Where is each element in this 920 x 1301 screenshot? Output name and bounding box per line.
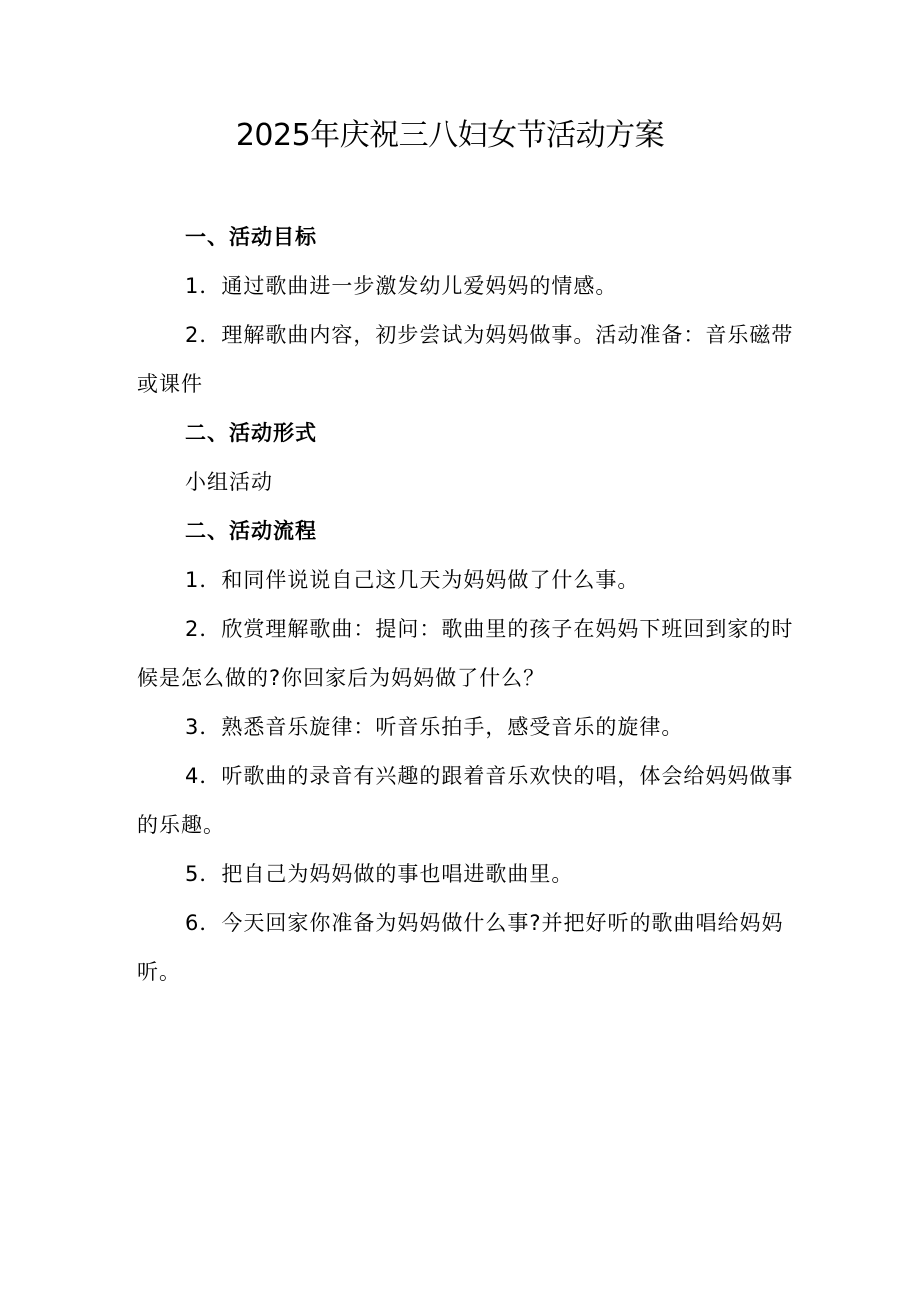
process-item-1: 1．和同伴说说自己这几天为妈妈做了什么事。 [185,568,640,592]
section-heading-format: 二、活动形式 [185,421,317,445]
format-text: 小组活动 [185,470,273,494]
process-item-5: 5．把自己为妈妈做的事也唱进歌曲里。 [185,862,574,886]
document-title: 2025年庆祝三八妇女节活动方案 [235,118,665,153]
process-item-3: 3．熟悉音乐旋律：听音乐拍手，感受音乐的旋律。 [185,715,684,739]
process-item-4: 4．听歌曲的录音有兴趣的跟着音乐欢快的唱，体会给妈妈做事的乐趣。 [137,764,794,837]
goal-item-2: 2．理解歌曲内容，初步尝试为妈妈做事。活动准备：音乐磁带或课件 [137,323,794,396]
document-body [137,213,797,997]
process-item-2: 2．欣赏理解歌曲：提问：歌曲里的孩子在妈妈下班回到家的时候是怎么做的?你回家后为妈妈做了什么？ [137,617,794,690]
section-heading-process: 二、活动流程 [185,519,317,543]
process-item-6: 6．今天回家你准备为妈妈做什么事?并把好听的歌曲唱给妈妈听。 [137,911,784,984]
section-heading-goals: 一、活动目标 [185,225,317,249]
goal-item-1: 1．通过歌曲进一步激发幼儿爱妈妈的情感。 [185,274,618,298]
